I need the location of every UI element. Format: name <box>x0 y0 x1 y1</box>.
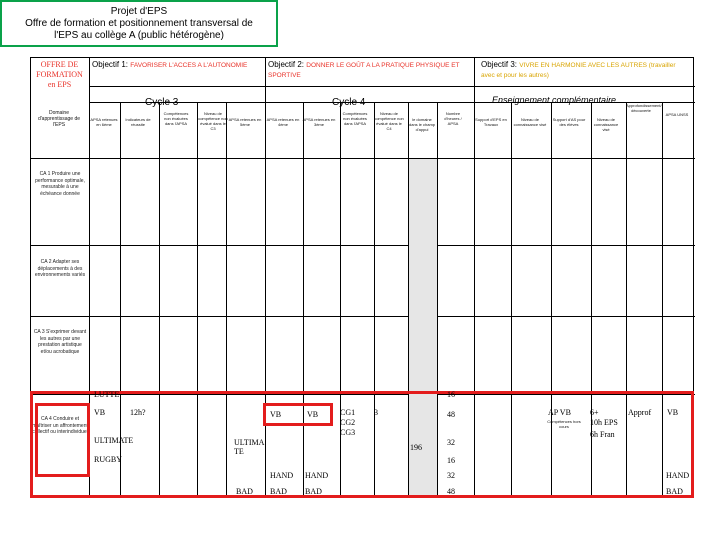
comp-4-header: Compétences non évaluées dans l'APSA <box>342 111 368 126</box>
apsa-4-header: APSA retenues en 4ème <box>266 117 300 127</box>
h10-eps: 10h EPS <box>590 418 618 427</box>
objective-1-text: FAVORISER L'ACCES A L'AUTONOMIE <box>130 62 248 69</box>
ca2-label: CA 2 Adapter ses déplacements à des environnements variés <box>34 259 86 278</box>
ap-vb: AP VB <box>548 408 571 417</box>
approf-header: Approfondissement/ découverte <box>626 103 662 113</box>
title-line-1: Projet d'EPS <box>110 5 168 17</box>
ca3-label: CA 3 S'exprimer devant les autres par une prestation artistique et/ou acrobatique <box>33 329 87 355</box>
objective-1 <box>92 60 264 70</box>
objective-3-text: VIVRE EN HARMONIE AVEC LES AUTRES (travailler avec et pour les autres) <box>481 62 676 79</box>
h12: 12h? <box>130 408 146 417</box>
bad-3: BAD <box>305 487 322 496</box>
apsa-6-header: APSA retenues en 6ème <box>90 117 118 127</box>
h196: 196 <box>410 443 422 452</box>
title-line-3: l'EPS au collège A (public hétérogène) <box>54 29 224 41</box>
title-line-2: Offre de formation et positionnement transversal de <box>25 17 253 29</box>
cg3: CG3 <box>340 428 356 437</box>
niveau-4-header: Niveau de compétence non évalué dans le C4 <box>374 111 404 131</box>
hand-4: HAND <box>270 471 294 480</box>
approf: Approf <box>628 408 652 417</box>
support-ens-header: Support d'EPS en Travaux <box>475 117 507 127</box>
hand-3: HAND <box>305 471 329 480</box>
ca4-label: CA 4 Conduire et maîtriser un affrontement collectif ou interindividuel <box>32 416 88 435</box>
ca1-label: CA 1 Produire une performance optimale, mesurable à une échéance donnée <box>35 171 85 197</box>
h32a: 32 <box>447 438 455 447</box>
apsa-5-header: APSA retenues en 5ème <box>228 117 262 127</box>
h32b: 32 <box>447 471 455 480</box>
lutte-hours: 16 <box>447 390 455 399</box>
cg1: CG1 <box>340 408 356 417</box>
objective-1-prefix: Objectif 1: <box>92 60 129 69</box>
objective-3 <box>481 60 691 80</box>
h16b: 16 <box>447 456 455 465</box>
title-box <box>0 0 278 47</box>
vb-unss: VB <box>667 408 679 417</box>
vb-3: VB <box>307 410 319 419</box>
comp-6-header: Compétences non évaluées dans l'APSA <box>163 111 189 126</box>
rh-fran: 6h Fran <box>590 430 615 439</box>
domaines-header: Domaine d'apprentissage de l'EPS <box>37 110 81 128</box>
h48b: 48 <box>447 487 455 496</box>
ultimate-5: ULTIMA TE <box>234 438 264 456</box>
apsa-unss-header: APSA UNSS <box>665 112 689 117</box>
indicateurs-header: Indicateurs de réussite <box>125 117 151 127</box>
rugby-6: RUGBY <box>94 455 123 464</box>
objective-3-prefix: Objectif 3: <box>481 60 518 69</box>
vb-6: VB <box>94 408 106 417</box>
cycle-4-label: Cycle 4 <box>332 97 366 108</box>
nb-heures-header: Nombre d'heures / APSA <box>444 111 462 126</box>
niveau-as-header: Niveau de connaissance visé <box>593 117 619 132</box>
enseignement-complementaire: Enseignement complémentaire <box>492 95 617 105</box>
comp-vb: Compétences hors cours <box>547 419 581 429</box>
offre-label: OFFRE DE FORMATION en EPS <box>36 60 83 89</box>
niveau-acq-header: Niveau de connaissance visé <box>513 117 547 127</box>
h48: 48 <box>447 410 455 419</box>
support-as-header: Support d'AS pour des élèves <box>552 117 586 127</box>
lutte: LUTTE <box>94 390 120 399</box>
bad-4: BAD <box>270 487 287 496</box>
cg2: CG2 <box>340 418 356 427</box>
hand-unss: HAND <box>666 471 690 480</box>
objective-2-prefix: Objectif 2: <box>268 60 305 69</box>
bad-5: BAD <box>236 487 253 496</box>
apsa-3-header: APSA retenues en 3ème <box>302 117 336 127</box>
objective-2 <box>268 60 473 80</box>
ultimate-6: ULTIMATE <box>94 436 134 445</box>
niveau-6-header: Niveau de compétence non évalué dans le C3 <box>198 111 228 131</box>
highlight-ca4-label <box>35 403 90 477</box>
domaine-col-header: le domaine dans le champ d'appui <box>409 117 436 132</box>
objective-2-text: DONNER LE GOÛT A LA PRATIQUE PHYSIQUE ET SPORTIVE <box>268 62 460 79</box>
bad-unss: BAD <box>666 487 683 496</box>
vb-4: VB <box>270 410 282 419</box>
cycle-3-label: Cycle 3 <box>145 97 179 108</box>
six-plus: 6+ <box>590 408 599 417</box>
niveau-3: 3 <box>374 408 378 417</box>
